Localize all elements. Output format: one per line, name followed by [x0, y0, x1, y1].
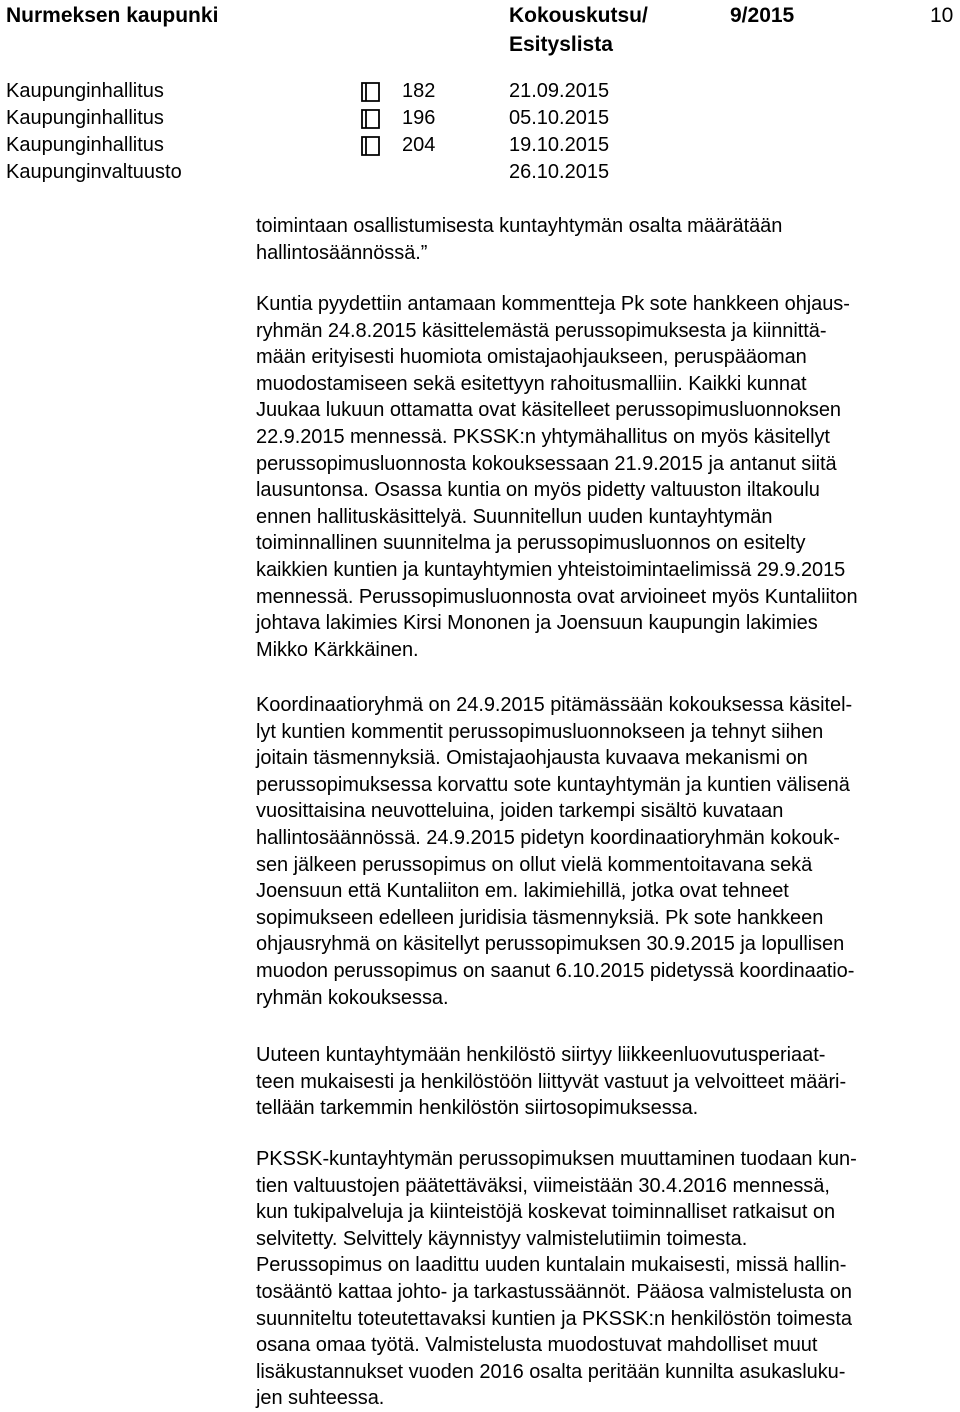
text-line: ryhmän 24.8.2015 käsittelemästä perussopimuksesta ja kiinnittä-: [256, 319, 827, 342]
meeting-body: Kaupunginhallitus: [6, 80, 164, 102]
text-line: mään erityisesti huomiota omistajaohjaukseen, peruspääoman: [256, 346, 807, 369]
text-line: toiminnallinen suunnitelma ja perussopimusluonnos on esitelty: [256, 532, 806, 555]
meeting-row: [0, 78, 960, 105]
section-mark-icon: [359, 135, 385, 157]
body-paragraph: [256, 692, 956, 1011]
text-line: selvitetty. Selvittely käynnistyy valmistelutiimin toimesta.: [256, 1227, 748, 1250]
text-line: ennen hallituskäsittelyä. Suunnitellun uuden kuntayhtymän: [256, 505, 773, 528]
text-line: tosääntö kattaa johto- ja tarkastussäännöt. Pääosa valmistelusta on: [256, 1280, 852, 1303]
meeting-body: Kaupunginvaltuusto: [6, 161, 182, 183]
page-header: [0, 0, 960, 60]
body-paragraph: [256, 291, 956, 663]
text-line: perussopimuksessa korvattu sote kuntayhtymän ja kuntien välisenä: [256, 773, 850, 796]
text-line: vuosittaisina neuvotteluina, joiden tarkempi sisältö kuvataan: [256, 800, 784, 823]
text-line: hallintosäännössä. 24.9.2015 pidetyn koordinaatioryhmän kokouk-: [256, 826, 840, 849]
meeting-date: 21.09.2015: [509, 80, 610, 102]
meeting-row: [0, 132, 960, 159]
text-line: Joensuun että Kuntaliiton em. lakimiehillä, jotka ovat tehneet: [256, 880, 789, 903]
meeting-list: [0, 78, 960, 186]
text-line: toimintaan osallistumisesta kuntayhtymän osalta määrätään: [256, 215, 783, 237]
body-paragraph: [256, 1042, 956, 1122]
text-line: Koordinaatioryhmä on 24.9.2015 pitämässään kokouksessa käsitel-: [256, 694, 853, 716]
meeting-row: [0, 105, 960, 132]
text-line: Mikko Kärkkäinen.: [256, 638, 419, 661]
document-type-line1: Kokouskutsu/: [509, 4, 648, 27]
text-line: mennessä. Perussopimusluonnosta ovat arvioineet myös Kuntaliiton: [256, 585, 858, 608]
text-line: kaikkien kuntien ja kuntayhtymien yhteistoimintaelimissä 29.9.2015: [256, 558, 846, 581]
text-line: Perussopimus on laadittu uuden kuntalain mukaisesti, missä hallin-: [256, 1254, 847, 1277]
document-type-line2: Esityslista: [509, 33, 613, 56]
text-line: johtava lakimies Kirsi Mononen ja Joensuun kaupungin lakimies: [256, 612, 818, 635]
text-line: tellään tarkemmin henkilöstön siirtosopimuksessa.: [256, 1097, 699, 1120]
text-line: 22.9.2015 mennessä. PKSSK:n yhtymähallitus on myös käsitellyt: [256, 425, 830, 448]
text-line: perussopimusluonnosta kokouksessaan 21.9.2015 ja antanut siitä: [256, 452, 837, 475]
text-line: ryhmän kokouksessa.: [256, 986, 449, 1009]
municipality-name: Nurmeksen kaupunki: [6, 4, 219, 27]
text-line: tien valtuustojen päätettäväksi, viimeistään 30.4.2016 mennessä,: [256, 1174, 830, 1197]
body-paragraph: [256, 213, 956, 266]
text-line: kun tukipalveluja ja kiinteistöjä koskevat toiminnalliset ratkaisut on: [256, 1201, 836, 1224]
meeting-date: 26.10.2015: [509, 161, 610, 183]
text-line: lyt kuntien kommentit perussopimusluonnokseen ja tehnyt siihen: [256, 720, 824, 743]
text-line: lausuntonsa. Osassa kuntia on myös pidetty valtuuston iltakoulu: [256, 479, 820, 502]
text-line: hallintosäännössä.”: [256, 241, 428, 264]
meeting-number: 182: [402, 80, 436, 102]
meeting-body: Kaupunginhallitus: [6, 107, 164, 129]
page-number: 10: [930, 4, 954, 27]
text-line: muodostamiseen sekä esitettyyn rahoitusmalliin. Kaikki kunnat: [256, 372, 807, 395]
text-line: teen mukaisesti ja henkilöstöön liittyvät vastuut ja velvoitteet määri-: [256, 1070, 847, 1093]
meeting-row: [0, 159, 960, 186]
text-line: PKSSK-kuntayhtymän perussopimuksen muuttaminen tuodaan kun-: [256, 1148, 857, 1170]
issue-number: 9/2015: [730, 4, 795, 27]
text-line: sopimukseen edelleen juridisia täsmennyksiä. Pk sote hankkeen: [256, 906, 824, 929]
text-line: Uuteen kuntayhtymään henkilöstö siirtyy liikkeenluovutusperiaat-: [256, 1044, 826, 1066]
text-line: muodon perussopimus on saanut 6.10.2015 pidetyssä koordinaatio-: [256, 959, 855, 982]
document-type: [509, 1, 648, 59]
text-line: Juukaa lukuun ottamatta ovat käsitelleet perussopimusluonnoksen: [256, 399, 841, 422]
meeting-body: Kaupunginhallitus: [6, 134, 164, 156]
meeting-number: 204: [402, 134, 436, 156]
text-line: Kuntia pyydettiin antamaan kommentteja Pk sote hankkeen ohjaus-: [256, 293, 850, 315]
text-line: sen jälkeen perussopimus on ollut vielä kommentoitavana sekä: [256, 853, 813, 876]
text-line: osana omaa työtä. Valmistelusta muodostuvat mahdolliset muut: [256, 1334, 818, 1357]
text-line: suunniteltu toteutettavaksi kuntien ja PKSSK:n henkilöstön toimesta: [256, 1307, 852, 1330]
meeting-date: 19.10.2015: [509, 134, 610, 156]
meeting-number: 196: [402, 107, 436, 129]
text-line: lisäkustannukset vuoden 2016 osalta peritään kunnilta asukasluku-: [256, 1360, 846, 1383]
section-mark-icon: [359, 108, 385, 130]
section-mark-icon: [359, 81, 385, 103]
text-line: ohjausryhmä on käsitellyt perussopimuksen 30.9.2015 ja lopullisen: [256, 933, 845, 956]
text-line: joitain täsmennyksiä. Omistajaohjausta kuvaava mekanismi on: [256, 747, 808, 770]
body-paragraph: [256, 1146, 956, 1412]
meeting-date: 05.10.2015: [509, 107, 610, 129]
text-line: jen suhteessa.: [256, 1387, 385, 1410]
